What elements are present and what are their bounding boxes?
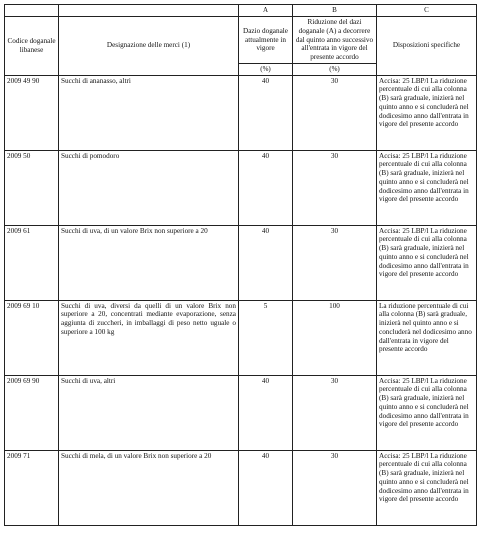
cell-c: Accisa: 25 LBP/l La riduzione percentuale di cui alla colonna (B) sarà graduale, inizierà nel quinto anno e si concluderà nel dodicesimo anno dall'entrata in vigore del presente accordo	[377, 225, 477, 300]
table-row	[5, 75, 477, 150]
cell-code: 2009 49 90	[5, 75, 59, 150]
tariff-table	[4, 4, 477, 526]
unit-b: (%)	[293, 64, 377, 76]
unit-a: (%)	[239, 64, 293, 76]
cell-c: Accisa: 25 LBP/l La riduzione percentuale di cui alla colonna (B) sarà graduale, inizierà nel quinto anno e si concluderà nel dodicesimo anno dall'entrata in vigore del presente accordo	[377, 450, 477, 525]
column-letter	[5, 5, 59, 17]
column-letter-b: B	[293, 5, 377, 17]
cell-b: 30	[293, 75, 377, 150]
cell-a: 5	[239, 300, 293, 375]
header-b: Riduzione del dazi doganale (A) a decorrere dal quinto anno successivo all'entrata in vigore del presente accordo	[293, 17, 377, 64]
cell-code: 2009 71	[5, 450, 59, 525]
cell-b: 30	[293, 150, 377, 225]
cell-c: La riduzione percentuale di cui alla colonna (B) sarà graduale, inizierà nel quinto anno e si concluderà nel dodicesimo anno dall'entrata in vigore del presente accordo	[377, 300, 477, 375]
cell-b: 30	[293, 450, 377, 525]
table-header	[5, 5, 477, 76]
cell-c: Accisa: 25 LBP/l La riduzione percentuale di cui alla colonna (B) sarà graduale, inizierà nel quinto anno e si concluderà nel dodicesimo anno dall'entrata in vigore del presente accordo	[377, 375, 477, 450]
table-body	[5, 75, 477, 525]
cell-description: Succhi di uva, altri	[59, 375, 239, 450]
cell-description: Succhi di pomodoro	[59, 150, 239, 225]
cell-code: 2009 50	[5, 150, 59, 225]
table-row	[5, 375, 477, 450]
cell-c: Accisa: 25 LBP/l La riduzione percentuale di cui alla colonna (B) sarà graduale, inizierà nel quinto anno e si concluderà nel dodicesimo anno dall'entrata in vigore del presente accordo	[377, 150, 477, 225]
cell-code: 2009 69 90	[5, 375, 59, 450]
cell-b: 30	[293, 225, 377, 300]
table-row	[5, 225, 477, 300]
column-letter-row	[5, 5, 477, 17]
cell-description: Succhi di mela, di un valore Brix non superiore a 20	[59, 450, 239, 525]
table-row	[5, 450, 477, 525]
cell-b: 30	[293, 375, 377, 450]
column-header-row	[5, 17, 477, 64]
cell-code: 2009 61	[5, 225, 59, 300]
cell-a: 40	[239, 75, 293, 150]
table-row	[5, 300, 477, 375]
column-letter	[59, 5, 239, 17]
cell-description: Succhi di ananasso, altri	[59, 75, 239, 150]
header-a: Dazio doganale attualmente in vigore	[239, 17, 293, 64]
column-letter-a: A	[239, 5, 293, 17]
header-code: Codice doganale libanese	[5, 17, 59, 76]
cell-a: 40	[239, 450, 293, 525]
cell-c: Accisa: 25 LBP/l La riduzione percentuale di cui alla colonna (B) sarà graduale, inizierà nel quinto anno e si concluderà nel dodicesimo anno dall'entrata in vigore del presente accordo	[377, 75, 477, 150]
header-description: Designazione delle merci (1)	[59, 17, 239, 76]
table-row	[5, 150, 477, 225]
cell-b: 100	[293, 300, 377, 375]
cell-description: Succhi di uva, diversi da quelli di un valore Brix non superiore a 20, concentrati mediante evaporazione, senza aggiunta di zuccheri, in imballaggi di peso netto uguale o superiore a 100 kg	[59, 300, 239, 375]
cell-a: 40	[239, 375, 293, 450]
column-letter-c: C	[377, 5, 477, 17]
cell-code: 2009 69 10	[5, 300, 59, 375]
cell-a: 40	[239, 225, 293, 300]
cell-a: 40	[239, 150, 293, 225]
header-c: Disposizioni specifiche	[377, 17, 477, 76]
cell-description: Succhi di uva, di un valore Brix non superiore a 20	[59, 225, 239, 300]
